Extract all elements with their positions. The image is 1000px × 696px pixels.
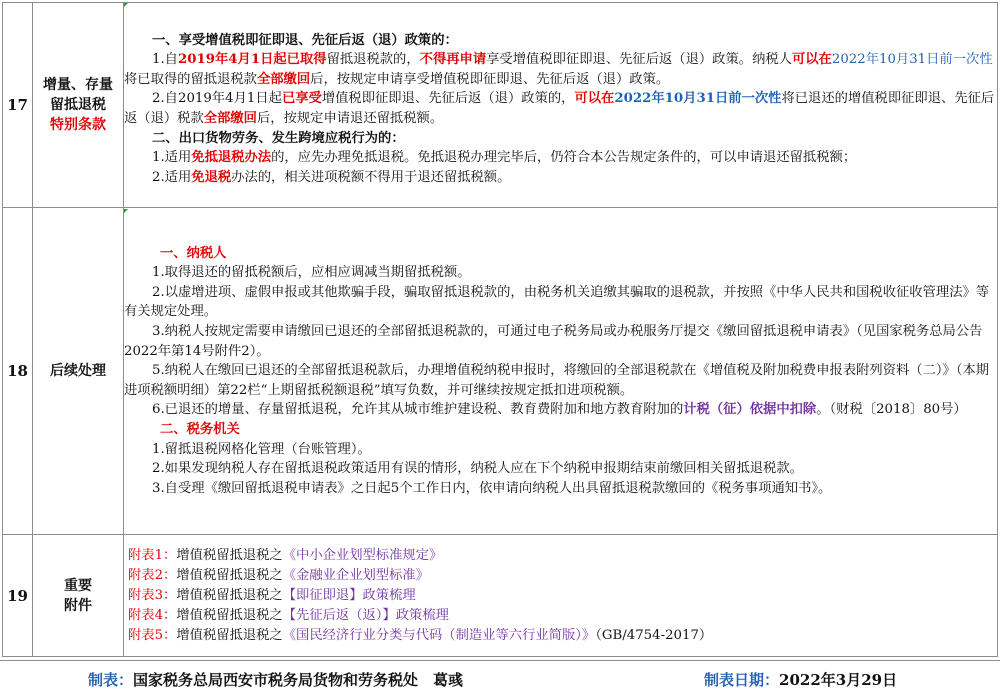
attachment-link[interactable] [128,626,997,646]
paragraph: 2.以虚增进项、虚假申报或其他欺骗手段，骗取留抵退税款的，由税务机关追缴其骗取的退税款，并按照《中华人民共和国税收征收管理法》等有关规定处理。 [124,284,990,320]
paragraph: 3.自受理《缴回留抵退税申请表》之日起5个工作日内，依申请向纳税人出具留抵退税款缴回的《税务事项通知书》。 [152,480,832,496]
category-cell[interactable] [33,208,124,535]
highlight-text: 2019年4月1日起已取得 [177,52,327,68]
text-run: 增值税即征即退、先征后返（退）政策的， [321,91,575,107]
date-label: 制表日期： [704,671,780,689]
attachment-label: 附表1： [128,547,177,563]
attachment-title: 【先征后返（返）】政策梳理 [282,607,449,623]
section-title: 二、税务机关 [160,421,240,437]
text-run: 2.适用 [152,169,192,185]
category-special: 特别条款 [50,117,106,133]
content-cell[interactable] [124,3,998,208]
footer-bar [0,660,1000,696]
paragraph [124,168,997,188]
text-run: 将已取得的留抵退税款 [124,71,257,87]
text-run: 6.已退还的增量、存量留抵退税，允许其从城市维护建设税、教育费附加和地方教育附加的 [152,402,684,418]
attachment-label: 附表2： [128,567,177,583]
category-label: 后续处理 [50,363,106,379]
paragraph [124,50,997,89]
section-title: 一、纳税人 [160,245,227,261]
maker-info [88,669,463,690]
paragraph [124,89,997,128]
attachment-suffix: （GB/4754-2017） [595,627,713,643]
highlight-text: 已享受 [281,91,322,107]
attachment-link[interactable] [128,546,997,566]
attachment-title: 《国民经济行业分类与代码（制造业等六行业简版）》 [282,627,596,643]
attachment-link[interactable] [128,586,997,606]
attachment-label: 附表3： [128,587,177,603]
highlight-text: 不得再申请 [419,52,487,68]
row-number-cell[interactable] [3,3,33,208]
row-number: 19 [7,586,28,605]
highlight-text: 免退税 [191,169,232,185]
text-run: 2.自2019年4月1日起 [152,91,282,107]
row-number: 17 [7,96,28,114]
maker-label: 制表： [88,671,134,689]
cell-comment-marker [124,3,128,7]
category-line: 重要 [64,577,92,594]
attachment-title: 《金融业企业划型标准》 [282,567,429,583]
category-line: 留抵退税 [50,97,106,113]
text-run: 享受增值税即征即退、先征后返（退）政策。纳税人 [486,52,792,68]
section-title: 二、出口货物劳务、发生跨境应税行为的： [152,130,405,146]
attachment-label: 附表5： [128,627,177,643]
highlight-text: 2022年10月31日前一次性 [831,52,993,68]
maker-value: 国家税务总局西安市税务局货物和劳务税处 葛彧 [133,671,464,689]
table-row [3,535,998,657]
date-info [704,669,897,690]
section-title: 一、享受增值税即征即退、先征后返（退）政策的： [152,32,458,48]
attachment-link[interactable] [128,566,997,586]
text-run: 增值税留抵退税之 [176,607,283,623]
paragraph: 5.纳税人在缴回已退还的全部留抵退税款后，办理增值税纳税申报时，将缴回的全部退税款在《增值税及附加税费申报表附列资料（二）》（本期进项税额明细）第22栏“上期留抵税额退税”填写负数，并可继续按规定抵扣进项税额。 [124,363,990,398]
policy-table [2,2,998,657]
highlight-text: 全部缴回 [203,111,257,126]
highlight-text: 免抵退税办法 [191,150,272,166]
text-run: 1.适用 [152,150,192,166]
row-number-cell[interactable] [3,535,33,657]
highlight-text: 可以在 [574,91,615,107]
text-run: 将已退还的增值税即征即退、先征后返（退）税款 [124,91,995,126]
text-run: 增值税留抵退税之 [176,587,283,603]
text-run: 1.自 [152,52,178,68]
text-run: 留抵退税款的， [326,52,420,68]
category-cell[interactable] [33,535,124,657]
table-row [3,208,998,535]
row-number-cell[interactable] [3,208,33,535]
paragraph [124,400,997,420]
paragraph: 3.纳税人按规定需要申请缴回已退还的全部留抵退税款的，可通过电子税务局或办税服务厅提交《缴回留抵退税申请表》（见国家税务总局公告2022年第14号附件2）。 [124,324,983,359]
text-run: 办法的，相关进项税额不得用于退还留抵税额。 [231,169,511,185]
attachment-title: 【即征即退】政策梳理 [282,587,416,603]
date-value: 2022年3月29日 [779,671,898,689]
attachment-link[interactable] [128,606,997,626]
content-cell[interactable] [124,208,998,535]
text-run: 后，按规定申请享受增值税即征即退、先征后返（退）政策。 [310,71,670,87]
text-run: 增值税留抵退税之 [176,627,283,643]
paragraph: 1.取得退还的留抵税额后，应相应调减当期留抵税额。 [152,265,471,281]
text-run: 。（财税〔2018〕80号） [816,402,967,418]
category-line: 增量、存量 [43,77,113,93]
paragraph [124,148,997,168]
category-line: 附件 [64,597,92,614]
highlight-text: 可以在 [791,52,832,68]
attachments-cell[interactable] [124,535,998,657]
text-run: 增值税留抵退税之 [176,567,283,583]
text-run: 后，按规定申请退还留抵税额。 [256,111,444,126]
text-run: 的，应先办理免抵退税。免抵退税办理完毕后，仍符合本公告规定条件的，可以申请退还留抵税额； [271,150,857,166]
category-cell[interactable] [33,3,124,208]
table-row [3,3,998,208]
paragraph: 2.如果发现纳税人存在留抵退税政策适用有误的情形，纳税人应在下个纳税申报期结束前缴回相关留抵退税款。 [152,461,803,477]
cell-comment-marker [124,209,128,213]
highlight-text: 全部缴回 [256,71,311,87]
text-run: 增值税留抵退税之 [176,547,283,563]
attachment-title: 《中小企业划型标准规定》 [282,547,443,563]
highlight-text: 计税（征）依据中扣除 [683,402,817,418]
row-number: 18 [7,362,28,380]
paragraph: 1.留抵退税网格化管理（台账管理）。 [152,441,371,457]
highlight-text: 2022年10月31日前一次性 [614,91,782,107]
attachment-label: 附表4： [128,607,177,623]
